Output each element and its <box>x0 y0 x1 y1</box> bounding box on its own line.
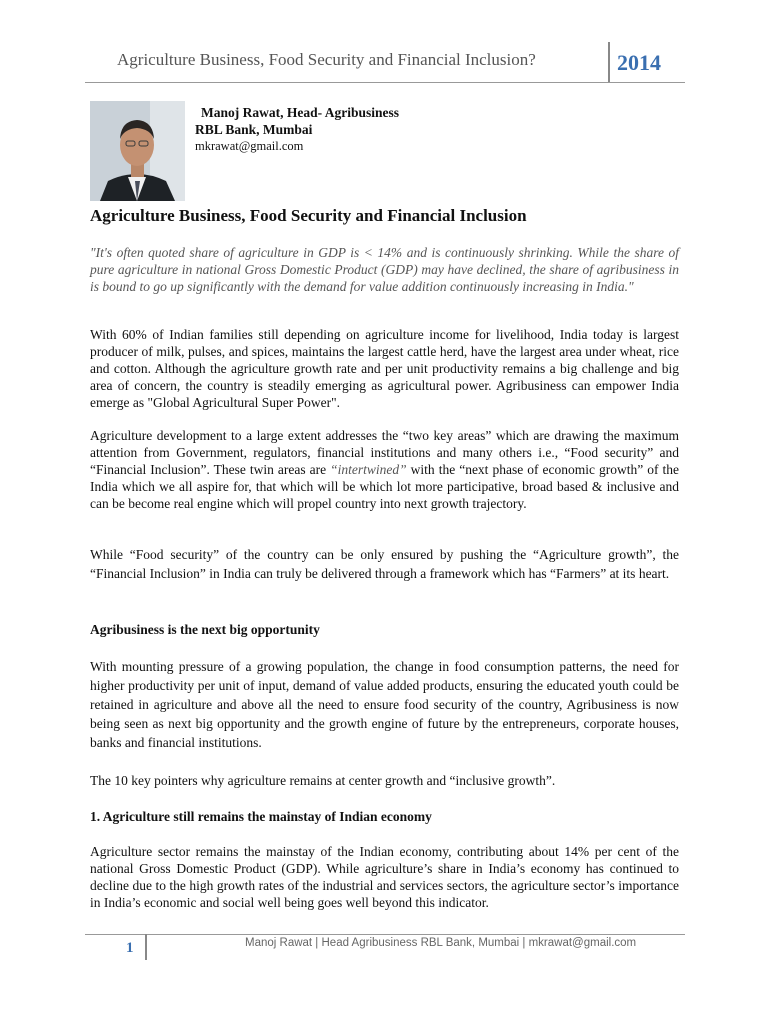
header-divider <box>608 42 610 82</box>
paragraph-families: With 60% of Indian families still depending on agriculture income for livelihood, India today is largest producer of milk, pulses, and spices, maintains the largest cattle herd, have the largest area under wheat, rice and cotton. Although the agriculture growth rate and per unit productivity remains a big challenge and big area of concern, the country is steadily emerging as agricultural power. Agribusiness can empower India emerge as "Global Agricultural Super Power". <box>90 327 679 410</box>
page-number: 1 <box>126 940 134 956</box>
paragraph-opportunity: With mounting pressure of a growing population, the change in food consumption patterns, the need for higher productivity per unit of input, demand of value added products, ensuring the educated youth could be retained in agriculture and above all the need to ensure food security of the country, Agribusiness is now being seen as next big opportunity and the growth engine of future by the entrepreneurs, corporate houses, banks and financial institutions. <box>90 659 679 750</box>
footer-rule <box>85 934 685 935</box>
subheading-mainstay: 1. Agriculture still remains the mainstay of Indian economy <box>90 809 432 824</box>
running-header-title: Agriculture Business, Food Security and Financial Inclusion? <box>117 50 536 69</box>
paragraph-development-text-a: Agriculture development to a large extent addresses the “two key areas” which are drawing the maximum attention from Government, regulators, financial institutions and many others i.e., “Food security” and “Financial Inclusion”. These twin areas are <box>90 428 679 477</box>
document-title: Agriculture Business, Food Security and Financial Inclusion <box>90 206 527 225</box>
author-organization: RBL Bank, Mumbai <box>195 122 313 137</box>
header-rule <box>85 82 685 83</box>
paragraph-development <box>90 427 679 512</box>
author-name: Manoj Rawat, Head- Agribusiness <box>201 105 400 120</box>
header-year: 2014 <box>617 50 661 75</box>
author-block <box>195 104 399 155</box>
author-photo <box>90 101 185 201</box>
author-photo-icon <box>90 101 185 201</box>
author-email: mkrawat@gmail.com <box>195 139 304 153</box>
intro-quote: "It's often quoted share of agriculture in GDP is < 14% and is continuously shrinking. While the share of pure agriculture in national Gross Domestic Product (GDP) may have declined, the share of agribusiness in is bound to go up significantly with the demand for value addition continuously increasing in India." <box>90 245 679 294</box>
paragraph-development-italic: “intertwined” <box>330 462 407 477</box>
paragraph-food-security: While “Food security” of the country can be only ensured by pushing the “Agriculture growth”, the “Financial Inclusion” in India can truly be delivered through a framework which has “Farmers” at its heart. <box>90 547 679 581</box>
footer-divider <box>145 934 147 960</box>
paragraph-development-text-b: with the “next phase of economic growth” of the India which we all aspire for, that which will be which lot more participative, broad based & inclusive and can be become real engine which will propel country into next growth trajectory. <box>90 462 679 511</box>
footer-text: Manoj Rawat | Head Agribusiness RBL Bank, Mumbai | mkrawat@gmail.com <box>245 937 637 949</box>
paragraph-key-pointers: The 10 key pointers why agriculture remains at center growth and “inclusive growth”. <box>90 773 556 788</box>
paragraph-mainstay: Agriculture sector remains the mainstay of the Indian economy, contributing about 14% per cent of the national Gross Domestic Product (GDP). While agriculture’s share in India’s economy has continued to decline due to the high growth rates of the industrial and services sectors, the agriculture sector’s importance in India’s economic and social well being goes well beyond this indicator. <box>90 844 679 910</box>
subheading-opportunity: Agribusiness is the next big opportunity <box>90 622 320 637</box>
